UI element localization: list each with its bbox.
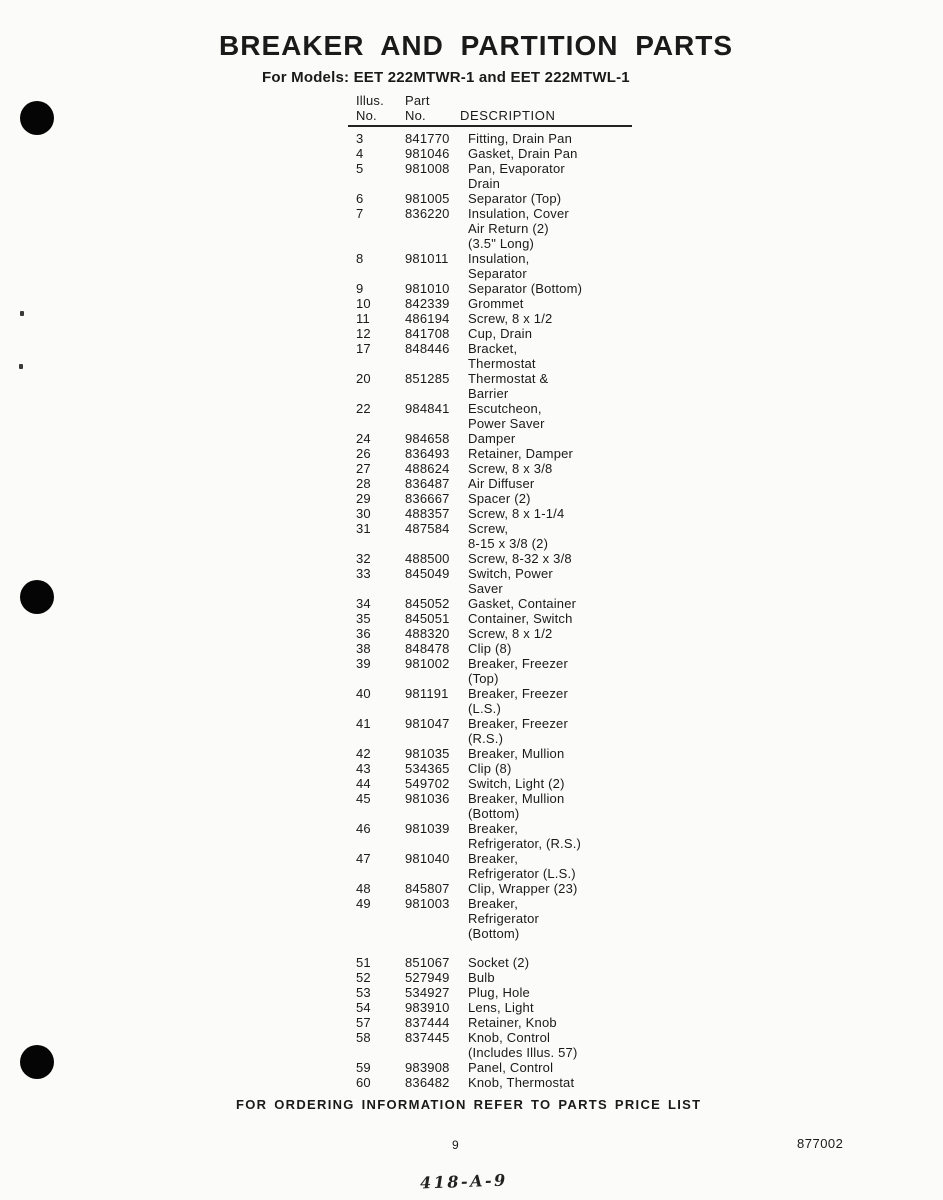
description-cell: Breaker, Freezer (R.S.) [468, 716, 569, 746]
part-no-cell: 983908 [405, 1060, 450, 1075]
description-cell: Breaker, Mullion (Bottom) [468, 791, 565, 821]
illus-no-cell: 44 [356, 776, 371, 791]
description-cell: Knob, Control (Includes Illus. 57) [468, 1030, 578, 1060]
illus-no-cell: 11 [356, 311, 370, 326]
part-no-cell: 984658 [405, 431, 450, 446]
part-no-cell: 842339 [405, 296, 450, 311]
illus-no-cell: 57 [356, 1015, 371, 1030]
table-row [348, 161, 632, 191]
table-row [348, 461, 632, 476]
table-row [348, 985, 632, 1000]
part-no-cell: 984841 [405, 401, 450, 416]
description-cell: Air Diffuser [468, 476, 535, 491]
part-no-cell: 845807 [405, 881, 450, 896]
table-row [348, 551, 632, 566]
description-cell: Pan, Evaporator Drain [468, 161, 565, 191]
illus-no-cell: 5 [356, 161, 364, 176]
part-no-cell: 549702 [405, 776, 450, 791]
table-row [348, 955, 632, 970]
illus-no-cell: 9 [356, 281, 364, 296]
illus-no-cell: 47 [356, 851, 371, 866]
illus-no-cell: 8 [356, 251, 364, 266]
illus-no-cell: 10 [356, 296, 371, 311]
description-cell: Lens, Light [468, 1000, 534, 1015]
part-no-cell: 488320 [405, 626, 450, 641]
description-cell: Retainer, Knob [468, 1015, 557, 1030]
page-number: 9 [452, 1138, 459, 1152]
part-no-cell: 981039 [405, 821, 450, 836]
description-cell: Switch, Light (2) [468, 776, 565, 791]
punch-hole [20, 580, 54, 614]
parts-table [348, 93, 632, 1090]
description-cell: Clip, Wrapper (23) [468, 881, 578, 896]
illus-no-cell: 34 [356, 596, 371, 611]
models-subtitle: For Models: EET 222MTWR-1 and EET 222MTWL-1 [262, 69, 630, 86]
part-no-cell: 981040 [405, 851, 450, 866]
part-no-cell: 488500 [405, 551, 450, 566]
description-cell: Thermostat & Barrier [468, 371, 549, 401]
table-row [348, 521, 632, 551]
illus-no-cell: 43 [356, 761, 371, 776]
part-no-cell: 981035 [405, 746, 450, 761]
table-row [348, 851, 632, 881]
page-title: BREAKER AND PARTITION PARTS [219, 30, 734, 61]
table-row [348, 251, 632, 281]
part-no-cell: 981002 [405, 656, 450, 671]
illus-no-cell: 46 [356, 821, 371, 836]
table-row [348, 626, 632, 641]
table-row [348, 1030, 632, 1060]
description-cell: Screw, 8-15 x 3/8 (2) [468, 521, 549, 551]
description-cell: Breaker, Freezer (Top) [468, 656, 569, 686]
illus-no-cell: 38 [356, 641, 371, 656]
description-cell: Screw, 8 x 1-1/4 [468, 506, 565, 521]
description-cell: Bulb [468, 970, 495, 985]
illus-no-cell: 36 [356, 626, 371, 641]
part-col-header-line2: No. [405, 108, 426, 123]
table-row [348, 716, 632, 746]
part-no-cell: 981046 [405, 146, 450, 161]
description-cell: Clip (8) [468, 641, 512, 656]
illus-no-cell: 12 [356, 326, 371, 341]
illus-no-cell: 54 [356, 1000, 371, 1015]
illus-no-cell: 30 [356, 506, 371, 521]
table-row [348, 206, 632, 251]
description-cell: Escutcheon, Power Saver [468, 401, 545, 431]
illus-no-cell: 51 [356, 955, 371, 970]
table-row [348, 761, 632, 776]
illus-no-cell: 41 [356, 716, 371, 731]
table-row [348, 821, 632, 851]
table-row [348, 401, 632, 431]
illus-col-header-line2: No. [356, 108, 377, 123]
part-no-cell: 981036 [405, 791, 450, 806]
illus-no-cell: 32 [356, 551, 371, 566]
illus-no-cell: 7 [356, 206, 364, 221]
table-row [348, 491, 632, 506]
part-no-cell: 981011 [405, 251, 449, 266]
table-row [348, 1000, 632, 1015]
illus-no-cell: 4 [356, 146, 364, 161]
description-cell: Panel, Control [468, 1060, 554, 1075]
illus-no-cell: 3 [356, 131, 364, 146]
table-row [348, 1015, 632, 1030]
scan-speck [19, 364, 23, 369]
description-col-header: DESCRIPTION [460, 108, 556, 123]
description-cell: Plug, Hole [468, 985, 530, 1000]
illus-no-cell: 20 [356, 371, 371, 386]
part-no-cell: 845049 [405, 566, 450, 581]
description-cell: Bracket, Thermostat [468, 341, 536, 371]
illus-no-cell: 29 [356, 491, 371, 506]
part-no-cell: 845051 [405, 611, 450, 626]
illus-no-cell: 24 [356, 431, 371, 446]
table-row [348, 746, 632, 761]
table-row [348, 326, 632, 341]
description-cell: Fitting, Drain Pan [468, 131, 573, 146]
part-no-cell: 837445 [405, 1030, 450, 1045]
illus-no-cell: 40 [356, 686, 371, 701]
illus-no-cell: 28 [356, 476, 371, 491]
part-no-cell: 488624 [405, 461, 450, 476]
table-row [348, 431, 632, 446]
part-no-cell: 981008 [405, 161, 450, 176]
table-header [348, 93, 632, 127]
description-cell: Insulation, Separator [468, 251, 530, 281]
parts-table-body [348, 127, 632, 1090]
description-cell: Breaker, Freezer (L.S.) [468, 686, 569, 716]
part-no-cell: 836482 [405, 1075, 450, 1090]
part-no-cell: 488357 [405, 506, 450, 521]
part-col-header-line1: Part [405, 93, 430, 108]
table-row [348, 1075, 632, 1090]
table-row [348, 506, 632, 521]
description-cell: Breaker, Refrigerator (Bottom) [468, 896, 540, 941]
table-row [348, 1060, 632, 1075]
table-row [348, 641, 632, 656]
description-cell: Breaker, Refrigerator (L.S.) [468, 851, 576, 881]
illus-no-cell: 59 [356, 1060, 371, 1075]
description-cell: Socket (2) [468, 955, 530, 970]
illus-no-cell: 60 [356, 1075, 371, 1090]
description-cell: Grommet [468, 296, 524, 311]
illus-no-cell: 48 [356, 881, 371, 896]
table-row [348, 791, 632, 821]
part-no-cell: 836667 [405, 491, 450, 506]
part-no-cell: 981010 [405, 281, 450, 296]
description-cell: Switch, Power Saver [468, 566, 553, 596]
illus-no-cell: 6 [356, 191, 364, 206]
description-cell: Gasket, Container [468, 596, 577, 611]
table-row [348, 296, 632, 311]
description-cell: Screw, 8 x 1/2 [468, 626, 553, 641]
description-cell: Breaker, Mullion [468, 746, 565, 761]
part-no-cell: 534365 [405, 761, 450, 776]
part-no-cell: 836220 [405, 206, 450, 221]
description-cell: Spacer (2) [468, 491, 531, 506]
illus-no-cell: 31 [356, 521, 371, 536]
table-row [348, 191, 632, 206]
part-no-cell: 851285 [405, 371, 450, 386]
illus-col-header-line1: Illus. [356, 93, 384, 108]
part-no-cell: 981005 [405, 191, 450, 206]
part-no-cell: 534927 [405, 985, 450, 1000]
table-row [348, 311, 632, 326]
description-cell: Clip (8) [468, 761, 512, 776]
part-no-cell: 981003 [405, 896, 450, 911]
illus-no-cell: 53 [356, 985, 371, 1000]
description-cell: Cup, Drain [468, 326, 533, 341]
part-no-cell: 836493 [405, 446, 450, 461]
illus-no-cell: 27 [356, 461, 371, 476]
ordering-note: FOR ORDERING INFORMATION REFER TO PARTS PRICE LIST [236, 1097, 702, 1112]
table-row [348, 281, 632, 296]
part-no-cell: 836487 [405, 476, 450, 491]
table-row [348, 896, 632, 941]
table-row [348, 656, 632, 686]
part-no-cell: 851067 [405, 955, 450, 970]
description-cell: Separator (Bottom) [468, 281, 583, 296]
table-row [348, 686, 632, 716]
description-cell: Screw, 8-32 x 3/8 [468, 551, 572, 566]
table-row [348, 566, 632, 596]
table-row [348, 776, 632, 791]
description-cell: Breaker, Refrigerator, (R.S.) [468, 821, 582, 851]
punch-hole [20, 1045, 54, 1079]
document-number: 877002 [797, 1136, 844, 1151]
illus-no-cell: 42 [356, 746, 371, 761]
illus-no-cell: 17 [356, 341, 371, 356]
illus-no-cell: 22 [356, 401, 371, 416]
illus-no-cell: 33 [356, 566, 371, 581]
description-cell: Container, Switch [468, 611, 573, 626]
part-no-cell: 848478 [405, 641, 450, 656]
table-row [348, 341, 632, 371]
part-no-cell: 486194 [405, 311, 450, 326]
table-row [348, 970, 632, 985]
description-cell: Insulation, Cover Air Return (2) (3.5" Long) [468, 206, 569, 251]
part-no-cell: 983910 [405, 1000, 450, 1015]
table-row [348, 476, 632, 491]
part-no-cell: 981191 [405, 686, 449, 701]
part-no-cell: 837444 [405, 1015, 450, 1030]
scan-speck [20, 311, 24, 316]
table-row [348, 446, 632, 461]
illus-no-cell: 58 [356, 1030, 371, 1045]
illus-no-cell: 52 [356, 970, 371, 985]
description-cell: Retainer, Damper [468, 446, 574, 461]
part-no-cell: 981047 [405, 716, 450, 731]
description-cell: Knob, Thermostat [468, 1075, 575, 1090]
part-no-cell: 487584 [405, 521, 450, 536]
table-row [348, 131, 632, 146]
part-no-cell: 845052 [405, 596, 450, 611]
illus-no-cell: 26 [356, 446, 371, 461]
part-no-cell: 841770 [405, 131, 450, 146]
table-row [348, 611, 632, 626]
illus-no-cell: 39 [356, 656, 371, 671]
description-cell: Screw, 8 x 1/2 [468, 311, 553, 326]
description-cell: Screw, 8 x 3/8 [468, 461, 553, 476]
table-row [348, 371, 632, 401]
part-no-cell: 841708 [405, 326, 450, 341]
punch-hole [20, 101, 54, 135]
description-cell: Separator (Top) [468, 191, 562, 206]
table-row [348, 881, 632, 896]
part-no-cell: 848446 [405, 341, 450, 356]
illus-no-cell: 45 [356, 791, 371, 806]
handwritten-note: 418-A-9 [419, 1170, 509, 1193]
table-row [348, 596, 632, 611]
illus-no-cell: 35 [356, 611, 371, 626]
description-cell: Gasket, Drain Pan [468, 146, 578, 161]
description-cell: Damper [468, 431, 516, 446]
part-no-cell: 527949 [405, 970, 450, 985]
table-row [348, 146, 632, 161]
illus-no-cell: 49 [356, 896, 371, 911]
